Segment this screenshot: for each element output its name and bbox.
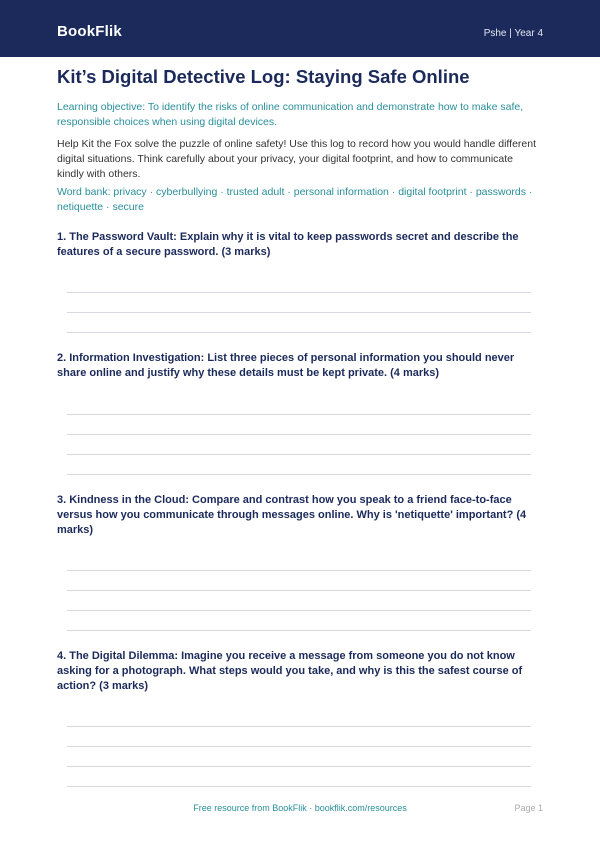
word-bank: Word bank: privacy · cyberbullying · trusted adult · personal information · digital footprint · passwords · netiquette · secure xyxy=(57,186,533,213)
answer-line[interactable] xyxy=(67,746,531,747)
answer-line[interactable] xyxy=(67,630,531,631)
question-1: 1. The Password Vault: Explain why it is vital to keep passwords secret and describe the features of a secure password. (3 marks) xyxy=(57,231,519,258)
brand-logo[interactable]: BookFlik xyxy=(57,23,122,40)
answer-line[interactable] xyxy=(67,434,531,435)
answer-line[interactable] xyxy=(67,590,531,591)
answer-line[interactable] xyxy=(67,474,531,475)
header-bar xyxy=(0,0,600,57)
answer-line[interactable] xyxy=(67,610,531,611)
intro-text: Help Kit the Fox solve the puzzle of online safety! Use this log to record how you would handle different digital situations. Think carefully about your privacy, your digital footprint, and how to communicate kindly with others. xyxy=(57,138,536,180)
question-4: 4. The Digital Dilemma: Imagine you receive a message from someone you do not know asking for a photograph. What steps would you take, and why is this the safest course of action? (3 marks) xyxy=(57,650,523,692)
question-3: 3. Kindness in the Cloud: Compare and contrast how you speak to a friend face-to-face versus how you communicate through messages online. Why is 'netiquette' important? (4 marks) xyxy=(57,494,527,536)
page-title: Kit’s Digital Detective Log: Staying Safe Online xyxy=(57,66,470,87)
answer-line[interactable] xyxy=(67,786,531,787)
footer-source-link[interactable]: Free resource from BookFlik · bookflik.com/resources xyxy=(193,803,407,813)
answer-line[interactable] xyxy=(67,570,531,571)
answer-line[interactable] xyxy=(67,414,531,415)
question-2: 2. Information Investigation: List three pieces of personal information you should never share online and justify why these details must be kept private. (4 marks) xyxy=(57,352,515,379)
answer-line[interactable] xyxy=(67,312,531,313)
answer-line[interactable] xyxy=(67,332,531,333)
page-number: Page 1 xyxy=(514,803,543,813)
answer-line[interactable] xyxy=(67,292,531,293)
answer-line[interactable] xyxy=(67,454,531,455)
subject-year-label: Pshe | Year 4 xyxy=(483,28,543,39)
answer-line[interactable] xyxy=(67,766,531,767)
answer-line[interactable] xyxy=(67,726,531,727)
learning-objective: Learning objective: To identify the risks of online communication and demonstrate how to make safe, responsible choices when using digital devices. xyxy=(57,101,524,128)
